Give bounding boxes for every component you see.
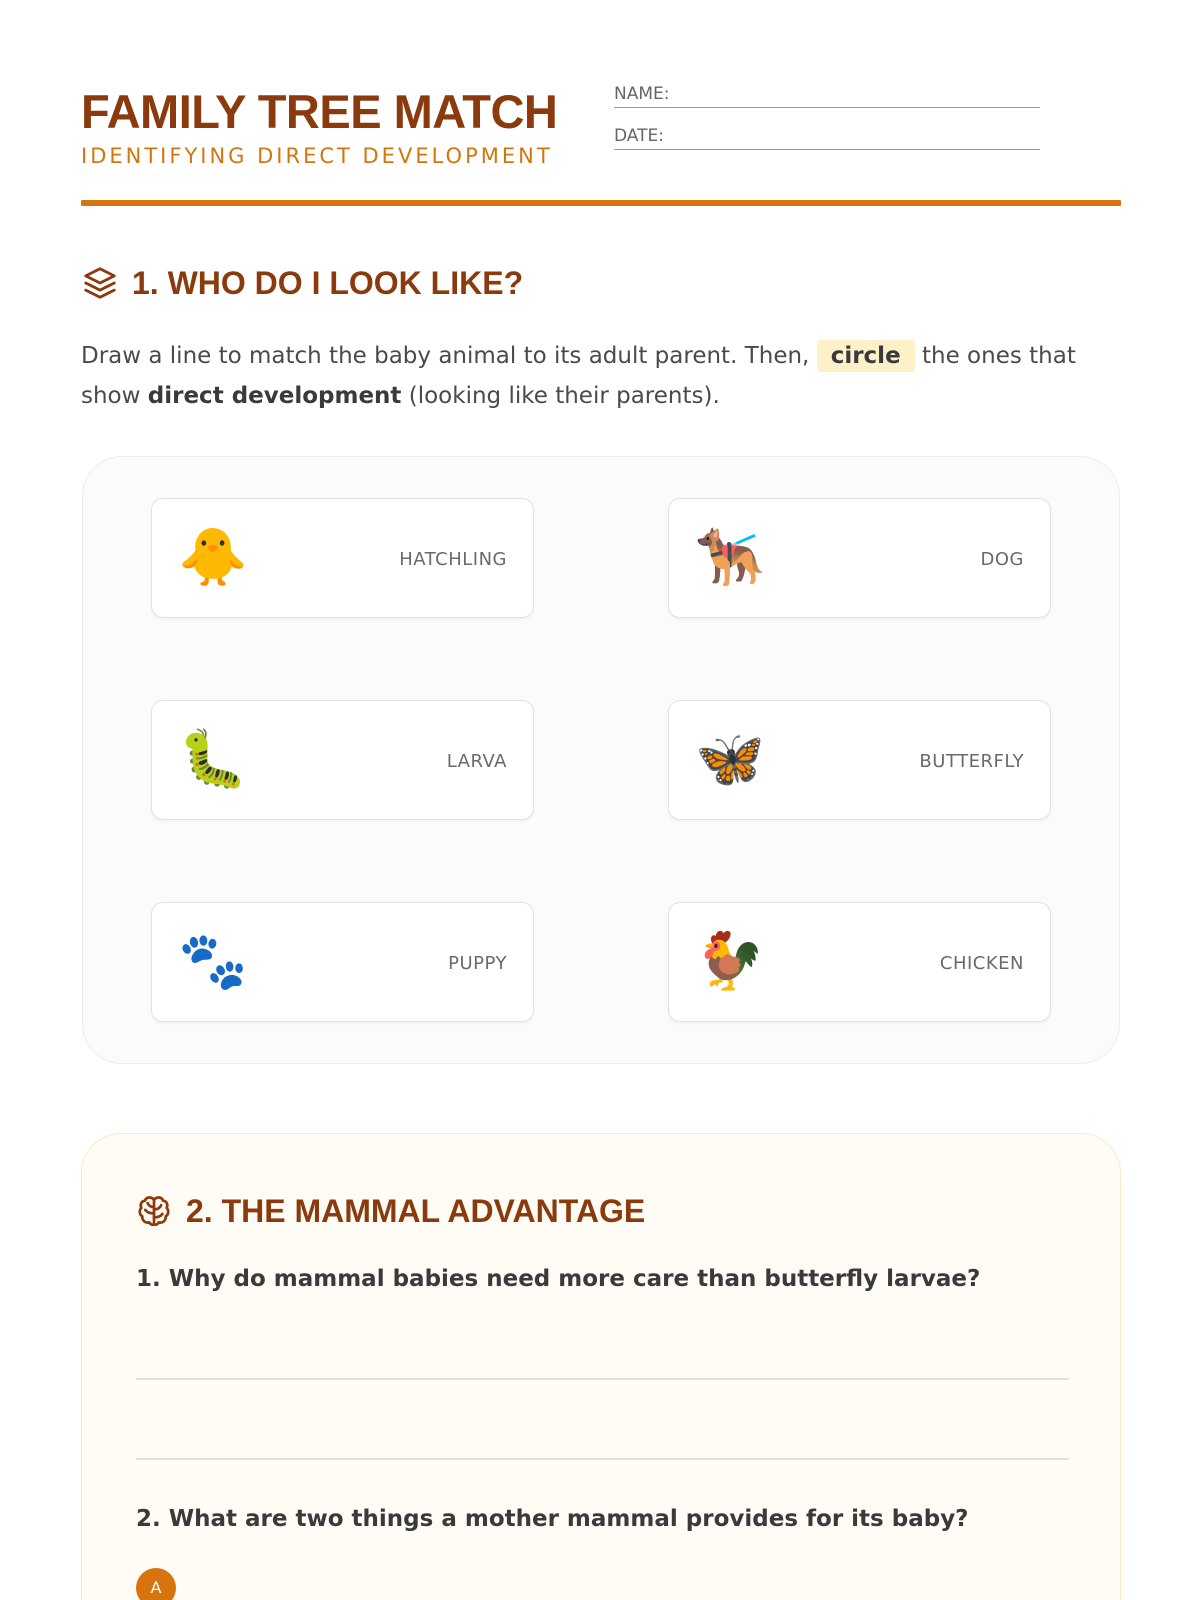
question-1: 1. Why do mammal babies need more care than butterfly larvae? [136,1266,981,1292]
layers-icon [81,264,119,302]
page-title: FAMILY TREE MATCH [81,85,558,138]
rooster-icon: 🐓 [695,929,765,994]
instructions-text-2: the ones that show [81,343,1076,409]
instructions [81,336,1121,416]
card-puppy[interactable] [151,902,534,1022]
card-label: CHICKEN [939,953,1024,974]
name-label: NAME: [614,84,670,104]
section-2-title: 2. THE MAMMAL ADVANTAGE [186,1192,646,1229]
card-chicken[interactable] [668,902,1051,1022]
brain-icon [135,1192,173,1230]
section-2-heading [135,1192,645,1230]
card-label: BUTTERFLY [919,751,1024,772]
card-dog[interactable] [668,498,1051,618]
answer-badge-a: A [136,1568,176,1600]
card-label: LARVA [446,751,507,772]
card-label: HATCHLING [399,549,507,570]
answer-line[interactable] [136,1378,1069,1380]
page-subtitle: IDENTIFYING DIRECT DEVELOPMENT [81,144,553,168]
caterpillar-icon: 🐛 [178,727,248,792]
date-field[interactable] [614,124,1040,150]
paw-prints-icon: 🐾 [178,929,248,994]
direct-development-term: direct development [147,383,402,409]
answer-line[interactable] [136,1458,1069,1460]
section-1-heading [81,264,523,302]
chick-icon: 🐥 [178,525,248,590]
header-divider [81,200,1121,206]
section-1-title: 1. WHO DO I LOOK LIKE? [132,264,524,301]
date-label: DATE: [614,126,664,146]
card-butterfly[interactable] [668,700,1051,820]
card-label: DOG [980,549,1024,570]
butterfly-icon: 🦋 [695,727,765,792]
name-field[interactable] [614,82,1040,108]
card-label: PUPPY [448,953,507,974]
instructions-text: Draw a line to match the baby animal to its adult parent. Then, [81,343,810,369]
circle-highlight: circle [817,340,915,372]
card-larva[interactable] [151,700,534,820]
instructions-text-3: (looking like their parents). [408,383,720,409]
question-2: 2. What are two things a mother mammal provides for its baby? [136,1506,969,1532]
dog-icon: 🐕‍🦺 [695,525,765,590]
card-hatchling[interactable] [151,498,534,618]
